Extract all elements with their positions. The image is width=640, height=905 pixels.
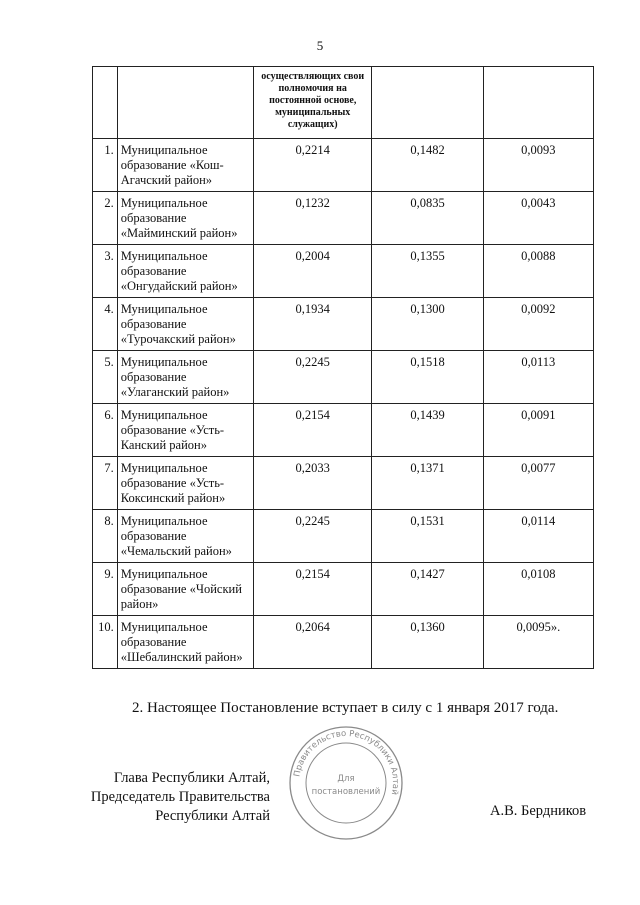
row-value-3: 0,0091 [483, 404, 593, 457]
data-table [92, 66, 594, 669]
row-name: Муниципальное образование «Улаганский район» [117, 351, 253, 404]
row-value-3: 0,0095». [483, 616, 593, 669]
page-number: 5 [316, 38, 324, 53]
row-value-3: 0,0077 [483, 457, 593, 510]
row-number: 8. [93, 510, 118, 563]
table-row [93, 616, 594, 669]
header-cell-v3 [483, 67, 593, 139]
row-name: Муниципальное образование «Усть-Канский район» [117, 404, 253, 457]
row-number: 6. [93, 404, 118, 457]
stamp-ring-text: Правительство Республики Алтай [292, 728, 401, 796]
row-value-1: 0,1232 [253, 192, 371, 245]
table-row [93, 351, 594, 404]
header-cell-v2 [372, 67, 483, 139]
header-cell-num [93, 67, 118, 139]
row-value-3: 0,0092 [483, 298, 593, 351]
row-value-2: 0,1482 [372, 139, 483, 192]
row-value-2: 0,0835 [372, 192, 483, 245]
row-name: Муниципальное образование «Усть-Коксинский район» [117, 457, 253, 510]
signature-title-line: Глава Республики Алтай, [113, 770, 270, 786]
row-value-2: 0,1531 [372, 510, 483, 563]
table-row [93, 510, 594, 563]
header-cell-name [117, 67, 253, 139]
row-value-3: 0,0043 [483, 192, 593, 245]
row-value-1: 0,2154 [253, 563, 371, 616]
row-value-2: 0,1360 [372, 616, 483, 669]
row-number: 4. [93, 298, 118, 351]
row-name: Муниципальное образование «Чемальский район» [117, 510, 253, 563]
row-value-1: 0,2154 [253, 404, 371, 457]
table-row [93, 457, 594, 510]
row-name: Муниципальное образование «Онгудайский район» [117, 245, 253, 298]
row-number: 10. [93, 616, 118, 669]
header-note: осуществляющих свои полномочия на постоянной основе, муниципальных служащих) [261, 71, 365, 130]
row-value-1: 0,2004 [253, 245, 371, 298]
signatory-name: А.В. Бердников [490, 803, 587, 819]
row-name: Муниципальное образование «Турочакский район» [117, 298, 253, 351]
table-row [93, 298, 594, 351]
row-name: Муниципальное образование «Чойский район» [117, 563, 253, 616]
row-value-3: 0,0114 [483, 510, 593, 563]
row-number: 9. [93, 563, 118, 616]
row-value-2: 0,1427 [372, 563, 483, 616]
row-name: Муниципальное образование «Кош-Агачский район» [117, 139, 253, 192]
row-value-1: 0,2064 [253, 616, 371, 669]
row-value-1: 0,2214 [253, 139, 371, 192]
row-value-2: 0,1355 [372, 245, 483, 298]
table-header-row [93, 67, 594, 139]
header-cell-v1 [253, 67, 371, 139]
stamp-inner-line: Для [337, 774, 355, 784]
row-value-3: 0,0088 [483, 245, 593, 298]
row-value-1: 0,2245 [253, 351, 371, 404]
table-row [93, 563, 594, 616]
row-name: Муниципальное образование «Майминский район» [117, 192, 253, 245]
row-value-2: 0,1371 [372, 457, 483, 510]
row-value-3: 0,0108 [483, 563, 593, 616]
row-name: Муниципальное образование «Шебалинский район» [117, 616, 253, 669]
row-number: 3. [93, 245, 118, 298]
stamp-inner-line: постановлений [311, 787, 381, 797]
row-value-1: 0,2033 [253, 457, 371, 510]
row-number: 7. [93, 457, 118, 510]
row-value-1: 0,2245 [253, 510, 371, 563]
row-number: 5. [93, 351, 118, 404]
row-value-3: 0,0093 [483, 139, 593, 192]
official-stamp-icon [287, 724, 405, 842]
table-row [93, 245, 594, 298]
table-row [93, 139, 594, 192]
row-number: 2. [93, 192, 118, 245]
table-row [93, 192, 594, 245]
signature-title [60, 769, 270, 826]
row-value-3: 0,0113 [483, 351, 593, 404]
row-value-2: 0,1439 [372, 404, 483, 457]
row-value-1: 0,1934 [253, 298, 371, 351]
table-row [93, 404, 594, 457]
row-value-2: 0,1300 [372, 298, 483, 351]
signature-title-line: Республики Алтай [155, 808, 270, 824]
clause-text: 2. Настоящее Постановление вступает в силу с 1 января 2017 года. [132, 700, 559, 716]
row-number: 1. [93, 139, 118, 192]
signature-title-line: Председатель Правительства [90, 789, 270, 805]
row-value-2: 0,1518 [372, 351, 483, 404]
